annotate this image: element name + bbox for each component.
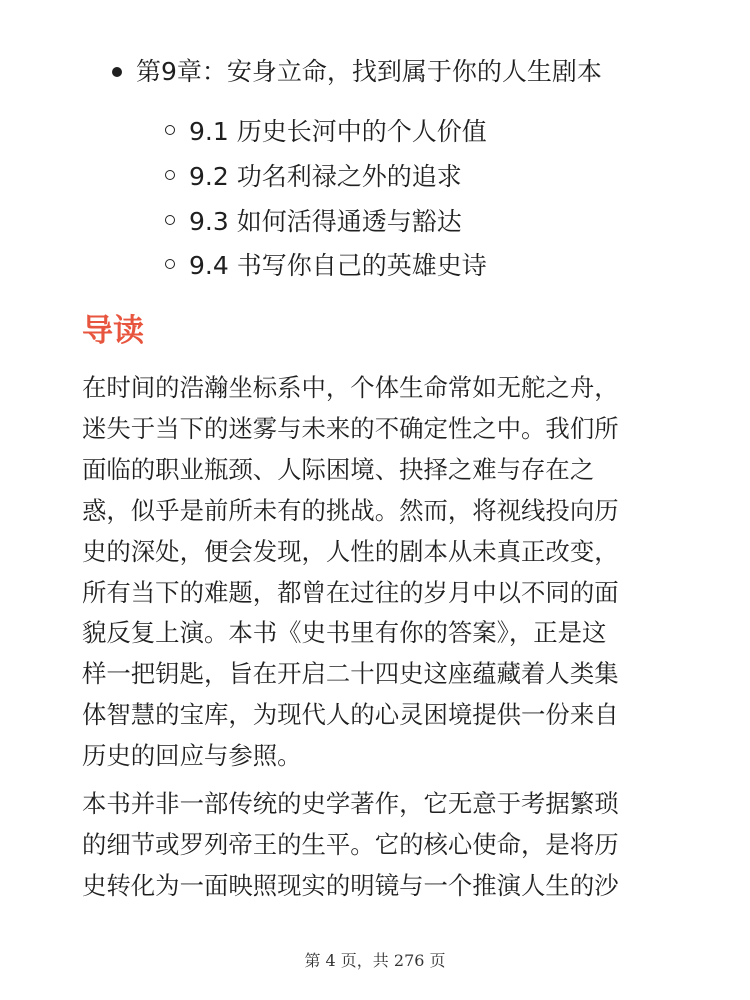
section-list [165, 108, 725, 287]
paragraph-line: 样一把钥匙，旨在开启二十四史这座蕴藏着人类集 [82, 659, 619, 689]
bullet-circle-icon [165, 125, 175, 135]
chapter-list-item [112, 52, 732, 92]
section-label: 9.4 书写你自己的英雄史诗 [189, 251, 487, 281]
section-label: 9.1 历史长河中的个人价值 [189, 117, 487, 147]
section-list-item [165, 242, 725, 287]
section-list-item [165, 197, 725, 242]
intro-paragraph-2 [82, 784, 619, 907]
section-list-item [165, 108, 725, 153]
paragraph-line: 貌反复上演。本书《史书里有你的答案》，正是这 [82, 618, 607, 648]
paragraph-line: 面临的职业瓶颈、人际困境、抉择之难与存在之 [82, 454, 595, 484]
paragraph-line: 本书并非一部传统的史学著作，它无意于考据繁琐 [82, 789, 619, 818]
chapter-title: 第9章：安身立命，找到属于你的人生剧本 [136, 57, 602, 86]
paragraph-line: 的细节或罗列帝王的生平。它的核心使命，是将历 [82, 829, 619, 859]
bullet-disc-icon [112, 67, 122, 77]
paragraph-line: 史转化为一面映照现实的明镜与一个推演人生的沙 [82, 870, 619, 900]
section-label: 9.3 如何活得通透与豁达 [189, 206, 462, 236]
section-label: 9.2 功名利禄之外的追求 [189, 162, 462, 192]
intro-heading: 导读 [82, 313, 144, 349]
paragraph-line: 史的深处，便会发现，人性的剧本从未真正改变， [82, 536, 619, 566]
intro-paragraph-1 [82, 368, 619, 777]
paragraph-line: 体智慧的宝库，为现代人的心灵困境提供一份来自 [82, 700, 619, 730]
paragraph-line: 惑，似乎是前所未有的挑战。然而，将视线投向历 [82, 495, 619, 525]
bullet-circle-icon [165, 170, 175, 180]
paragraph-line: 在时间的浩瀚坐标系中，个体生命常如无舵之舟， [82, 373, 619, 402]
bullet-circle-icon [165, 215, 175, 225]
bullet-circle-icon [165, 259, 175, 269]
paragraph-line: 所有当下的难题，都曾在过往的岁月中以不同的面 [82, 577, 619, 607]
section-list-item [165, 153, 725, 198]
paragraph-line: 历史的回应与参照。 [82, 741, 302, 771]
page-number-footer: 第 4 页，共 276 页 [304, 951, 446, 970]
paragraph-line: 迷失于当下的迷雾与未来的不确定性之中。我们所 [82, 413, 619, 443]
